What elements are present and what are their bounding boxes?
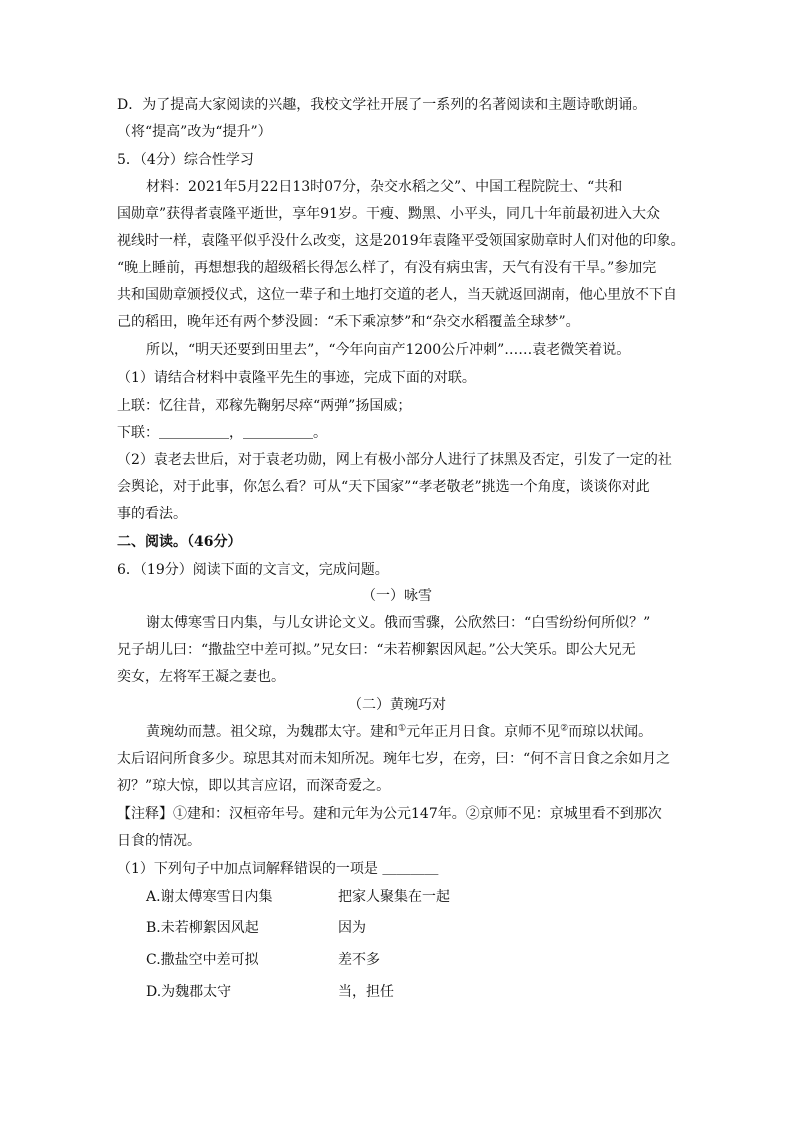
q5-sub2-line: 事的看法。: [117, 506, 187, 522]
footnote-marker: ②: [560, 723, 569, 734]
q5-sub2-line: （2）袁老去世后，对于袁老功勋，网上有极小部分人进行了抹黑及否定，引发了一定的社: [117, 452, 672, 468]
option-d[interactable]: [146, 982, 394, 1002]
q5-sub1: （1）请结合材料中袁隆平先生的事迹，完成下面的对联。: [117, 370, 476, 386]
option-text: C.撒盐空中差可拟: [146, 952, 259, 968]
footnote-marker: ①: [398, 723, 407, 734]
passage2-title: （二）黄琬巧对: [348, 697, 446, 713]
passage1-line: 谢太傅寒雪日内集，与儿女讲论文义。俄而雪骤，公欣然曰：“白雪纷纷何所似？”: [146, 615, 651, 631]
option-gloss: 把家人聚集在一起: [338, 889, 450, 905]
passage2-text: 元年正月日食。京师不见: [406, 724, 561, 740]
notes-line: 【注释】①建和：汉桓帝年号。建和元年为公元147年。②京师不见：京城里看不到那次: [117, 806, 662, 822]
option-a[interactable]: [146, 887, 450, 907]
lower-couplet-blank[interactable]: 下联：＿＿＿＿＿，＿＿＿＿＿。: [117, 425, 327, 441]
passage2-line: 初？”琼大惊，即以其言应诏，而深奇爱之。: [117, 778, 391, 794]
option-gloss: 当，担任: [338, 984, 394, 1000]
passage2-text: 而琼以状闻。: [568, 724, 653, 740]
q4-revision-note: （将“提高”改为“提升”）: [117, 124, 272, 140]
passage2-line: [146, 722, 652, 742]
option-text: B.未若柳絮因风起: [146, 920, 259, 936]
passage2-text: 黄琬幼而慧。祖父琼，为魏郡太守。建和: [146, 724, 398, 740]
q5-material-line: “晚上睡前，再想想我的超级稻长得怎么样了，有没有病虫害，天气有没有干旱。”参加完: [117, 260, 657, 276]
q5-sub2-line: 会舆论，对于此事，你怎么看？可从“天下国家”“孝老敬老”挑选一个角度，谈谈你对此: [117, 479, 650, 495]
passage1-line: 奕女，左将军王凝之妻也。: [117, 669, 285, 685]
option-c[interactable]: [146, 950, 380, 970]
q5-material-line: 视线时一样，袁隆平似乎没什么改变，这是2019年袁隆平受领国家勋章时人们对他的印象。: [117, 233, 685, 249]
q5-header: 5．（4分）综合性学习: [117, 152, 254, 168]
q5-material-line: 共和国勋章颁授仪式，这位一辈子和土地打交道的老人，当天就返回湖南，他心里放不下自: [117, 287, 677, 303]
section-title: 二、阅读。（46分）: [117, 534, 242, 550]
option-text: D.为魏郡太守: [146, 984, 232, 1000]
passage1-line: 兄子胡儿曰：“撒盐空中差可拟。”兄女曰：“未若柳絮因风起。”公大笑乐。即公大兄无: [117, 642, 636, 658]
option-text: A.谢太傅寒雪日内集: [146, 889, 273, 905]
option-b[interactable]: [146, 918, 366, 938]
q6-sub1: （1）下列句子中加点词解释错误的一项是 ＿＿＿＿: [117, 861, 439, 877]
q5-material-line: 材料：2021年5月22日13时07分，杂交水稻之父”、中国工程院院士、“共和: [146, 179, 623, 195]
upper-couplet: 上联：忆往昔，邓稼先鞠躬尽瘁“两弹”扬国威；: [117, 398, 412, 414]
q5-material-line: 己的稻田，晚年还有两个梦没圆：“禾下乘凉梦”和“杂交水稻覆盖全球梦”。: [117, 314, 580, 330]
option-gloss: 差不多: [338, 952, 380, 968]
q5-material-line: 国勋章”获得者袁隆平逝世，享年91岁。干瘦、黝黑、小平头，同几十年前最初进入大众: [117, 206, 660, 222]
q5-material-line: 所以，“明天还要到田里去”，“今年向亩产1200公斤冲刺”……袁老微笑着说。: [146, 342, 631, 358]
q6-header: 6．（19分）阅读下面的文言文，完成问题。: [117, 562, 389, 578]
q4-option-d: D．为了提高大家阅读的兴趣，我校文学社开展了一系列的名著阅读和主题诗歌朗诵。: [117, 97, 647, 113]
passage1-title: （一）咏雪: [362, 588, 432, 604]
option-gloss: 因为: [338, 920, 366, 936]
passage2-line: 太后诏问所食多少。琼思其对而未知所况。琬年七岁，在旁，曰：“何不言日食之余如月之: [117, 751, 671, 767]
notes-line: 日食的情况。: [117, 833, 201, 849]
